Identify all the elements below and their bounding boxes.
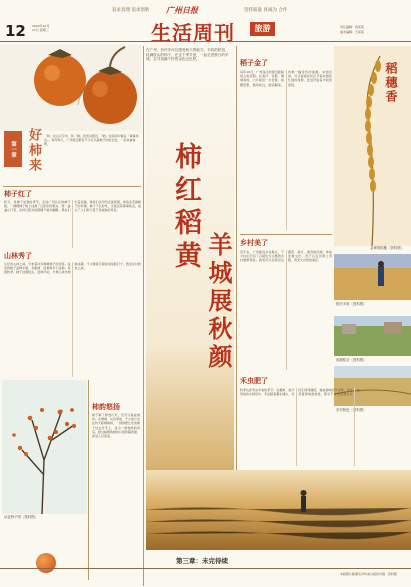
chapter1-body-b: 从化的山林之间，分布着许多种植柿子的村落。这里的柿子品种丰富，有甜柿、涩柿等多个品种。每到秋季，柿子挂满枝头，层林尽染，与青山绿水相映成趣。不少游客专程前来拍照打卡，感受乡村秋色之美。 [4,262,141,275]
caption-tree: 从化柿子园（资料图） [4,515,38,519]
persimmon-tree-image [2,380,87,514]
section-title-persimmon-rhyme: 柿韵悠扬 [92,402,120,411]
chapter1-badge-text: 第一章 [10,140,16,158]
harvest-photo [334,254,411,300]
top-right-strap: 坚持质量 真诚为 合作 [244,8,288,13]
section-title-persimmon-red: 柿子红了 [4,189,32,198]
chapter1-body-a: 秋天，是柿子成熟的季节。走进广州从化的柿子园，一棵棵柿子树上挂满了红彤彤的果实，像一盏盏小灯笼，在秋日阳光的照耀下格外耀眼。果农们忙着采摘，游客们也纷纷走进果园，体验亲手摘柿子的乐趣。柿子不仅好吃，还寓意着事事如意，成为了人们秋天里不可或缺的风景。 [4,200,141,213]
caption-village: 乡村秋色（资料图） [336,408,367,412]
masthead-rule [0,41,411,42]
section-tag: 旅游 [250,22,275,36]
footer-note: 本版图片除署名外均来自视觉中国 · 资料图 [340,572,397,576]
intro-text: 在广州，有许多可以感受秋天的地方。丰收的稻田，挂满枝头的柿子，在这个季节里，一起走进秋日的羊城，去寻找属于你的金色记忆吧。 [146,48,229,62]
section-title-rice-gold: 稻子金了 [240,58,268,67]
rule-center-right [236,46,237,470]
masthead [0,0,411,46]
headline-line1-text: 柿红稻黄 [170,142,201,274]
caption-rice-side: 金黄的稻穗（资料图） [370,246,404,250]
chapter2-title [383,62,400,122]
small-persimmon-photo [36,553,56,573]
section-title-mountain: 山林秀了 [4,251,32,260]
rule-right-1 [240,234,332,235]
headline-line1 [166,142,205,332]
headline-line2 [201,232,236,462]
headline-line2-text: 羊城展秋颜 [204,232,233,372]
chapter2-body-c: 秋季也是禾虫丰收的季节。在番禺、南沙等地的水稻田中，禾虫随着潮水涌出，村民们用网捕捞，做成美味的禾虫煲、禾虫蒸蛋等地道美食，吸引不少食客慕名前来。 [240,388,363,397]
chapter2-body-b: 近年来，广州推进乡村振兴，不少村庄打造了以稻田为主题的乡村旅游项目。游客可以在稻田边露营、骑行、观赏稻田画，体验农耕文化。孩子们在田埂上奔跑，感受大自然的美好。 [240,250,332,263]
caption-field: 稻田丰收（资料图） [336,302,367,306]
persimmon-photo [0,45,141,131]
chapter3-title-text: 第三章：未完待续 [176,557,228,565]
footer-rule [0,568,411,569]
chapter2-body-a: 每年10月，广州各区的稻田陆续进入收获期。在南沙、花都、增城等地，大片稻田一片金黄，稻穗低垂，微风吹过，稻浪翻滚，仿佛一幅金色的油画。来到田间，可以看到农民们开着收割机忙碌的身影，处处洋溢着丰收的喜悦。 [240,70,332,87]
chapter1-lead: 「秋」在古汉字中，和「柿」的发音相近，『柿』在民间中寓意「事事如意」。每年秋天，广州周边都有不少可以摘柿子的好去处，一起来看看吧。 [44,134,139,147]
chapter1-badge [4,131,22,167]
harvest-image [334,254,411,300]
caption-harvest: 收割稻谷（资料图） [336,358,367,362]
village-image [334,316,411,356]
editor-line-1: 责任编辑：杨某某 [340,25,365,29]
persimmon-tree-photo [2,380,87,514]
rice-field-image [146,470,411,550]
section-title-worm: 禾虫肥了 [240,376,268,385]
rule-left-1 [3,186,141,187]
date-line: 2023年10月 17日 星期二 [32,24,50,33]
village-photo [334,316,411,356]
chapter3-title [176,556,228,565]
rule-left-col [88,380,89,580]
rule-center-left [143,46,144,586]
chapter1-title-text: 好柿来 [26,128,41,173]
section-title-village: 乡村美了 [240,238,268,247]
rice-field-photo [146,470,411,550]
top-left-strap: 追求真理 追求创新 [112,8,150,13]
chapter1-body-c: 柿子除了鲜食以外，还可以做成柿饼。在增城、从化等地，不少农户会在秋天晾晒柿饼，一排排橙红色的柿子挂在竹竿上，成为一道独特的风景。经过晾晒的柿饼口感软糯香甜，深受人们喜爱。 [92,413,140,439]
persimmon-image [0,45,141,131]
chapter2-title-text: 稻穗香 [384,62,398,104]
chapter1-title [24,128,43,184]
brand-logo: 广州日报 [166,5,198,15]
page-number: 12 [5,22,26,40]
section-title: 生活周刊 [151,21,235,45]
editor-line-2: 美术编辑：王某某 [340,30,365,34]
